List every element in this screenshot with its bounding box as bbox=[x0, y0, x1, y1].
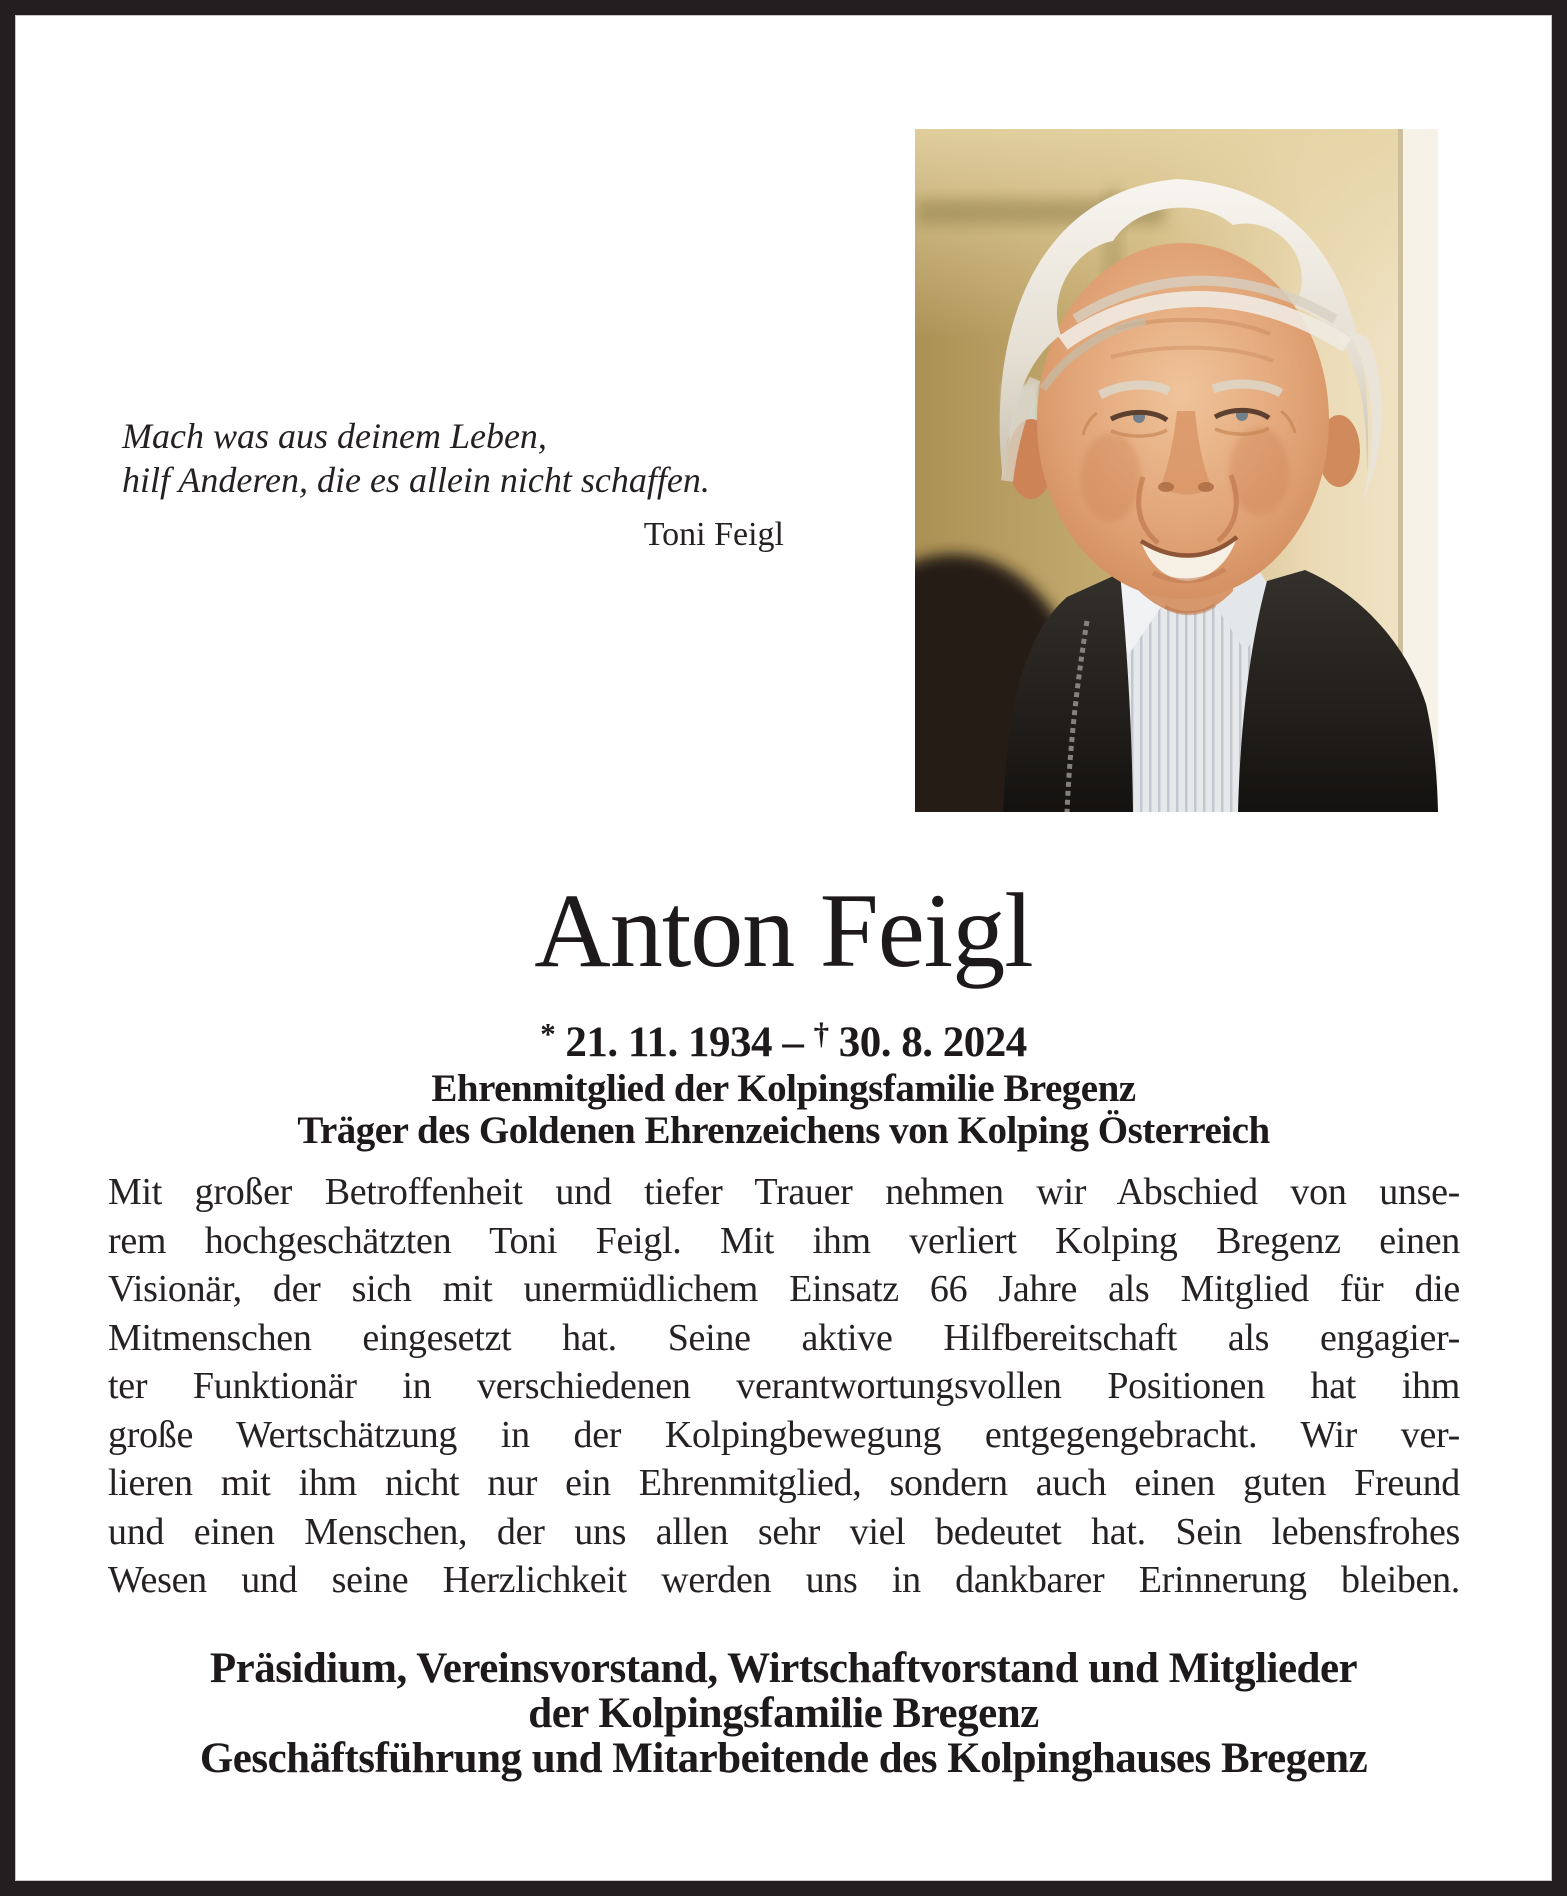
obituary-line: lieren mit ihm nicht nur ein Ehrenmitglied, sondern auch einen guten Freund bbox=[108, 1462, 1460, 1504]
quote-line-2: hilf Anderen, die es allein nicht schaffen. bbox=[122, 460, 710, 500]
death-symbol: † bbox=[813, 1016, 829, 1051]
quote-attribution: Toni Feigl bbox=[643, 516, 784, 553]
signature-line-2: der Kolpingsfamilie Bregenz bbox=[528, 1690, 1039, 1737]
obituary-line: und einen Menschen, der uns allen sehr viel bedeutet hat. Sein lebensfrohes bbox=[108, 1510, 1460, 1553]
deceased-name: Anton Feigl bbox=[534, 872, 1033, 989]
dates-and-honors bbox=[0, 1009, 1567, 1152]
quote-line-1: Mach was aus deinem Leben, bbox=[122, 416, 547, 456]
honor-line-2: Träger des Goldenen Ehrenzeichens von Kolping Österreich bbox=[297, 1108, 1270, 1152]
obituary-line: ter Funktionär in verschiedenen verantwortungsvollen Positionen hat ihm bbox=[108, 1365, 1460, 1407]
honor-line-1: Ehrenmitglied der Kolpingsfamilie Bregenz bbox=[431, 1066, 1136, 1110]
memorial-quote bbox=[122, 414, 784, 554]
obituary-line: große Wertschätzung in der Kolpingbewegung entgegengebracht. Wir ver- bbox=[108, 1413, 1460, 1456]
birth-date: 21. 11. 1934 bbox=[565, 1018, 773, 1066]
birth-symbol: * bbox=[540, 1016, 556, 1051]
obituary-text bbox=[108, 1168, 1460, 1605]
obituary-line: Wesen und seine Herzlichkeit werden uns in dankbarer Erinnerung bleiben. bbox=[108, 1559, 1460, 1601]
obituary-line: Mitmenschen eingesetzt hat. Seine aktive Hilfbereitschaft als engagier- bbox=[108, 1316, 1460, 1359]
signature-block bbox=[0, 1646, 1567, 1781]
signature-line-3: Geschäftsführung und Mitarbeitende des Kolpinghauses Bregenz bbox=[199, 1735, 1368, 1782]
obituary-line: Mit großer Betroffenheit und tiefer Trauer nehmen wir Abschied von unse- bbox=[108, 1171, 1460, 1213]
signature-line-1: Präsidium, Vereinsvorstand, Wirtschaftvorstand und Mitglieder bbox=[209, 1645, 1358, 1692]
life-dates bbox=[0, 1009, 1567, 1068]
death-date: 30. 8. 2024 bbox=[838, 1018, 1027, 1066]
portrait-photo bbox=[915, 129, 1438, 812]
obituary-line: Visionär, der sich mit unermüdlichem Einsatz 66 Jahre als Mitglied für die bbox=[108, 1268, 1460, 1310]
obituary-line: rem hochgeschätzten Toni Feigl. Mit ihm verliert Kolping Bregenz einen bbox=[108, 1219, 1460, 1262]
dates-separator: – bbox=[782, 1018, 804, 1066]
